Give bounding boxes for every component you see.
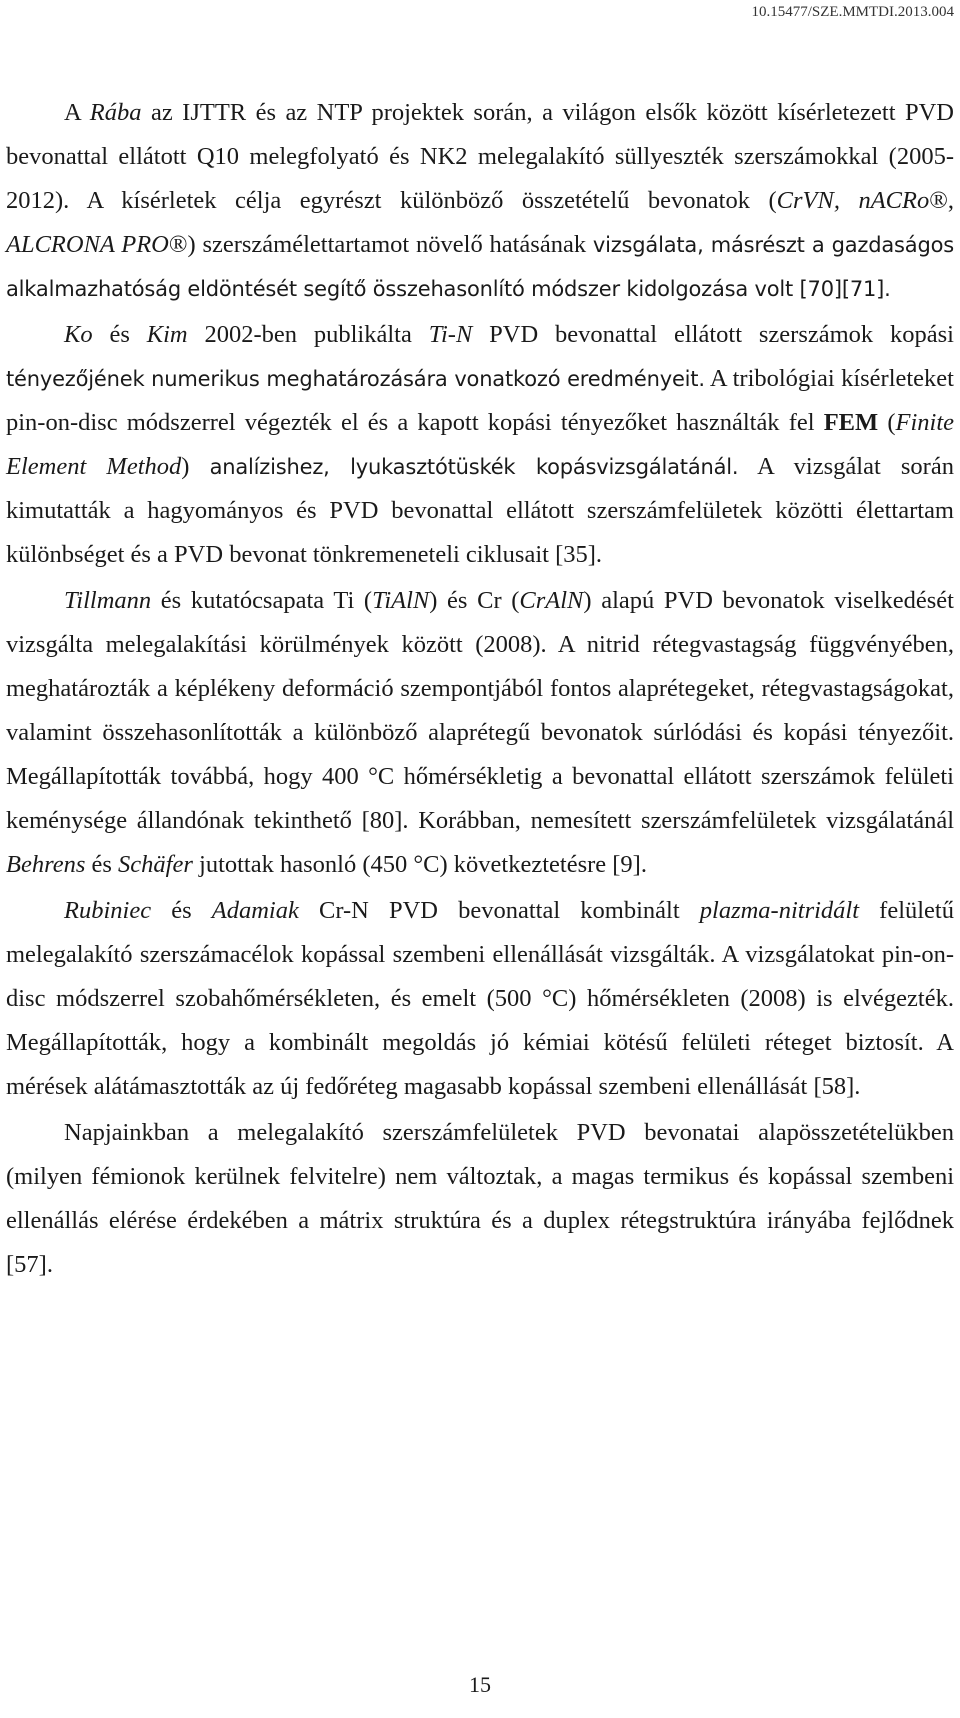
text-run: Behrens (6, 851, 86, 878)
text-run: analízishez, lyukasztótüskék kopásvizsgálatánál. (209, 455, 739, 479)
text-run: FEM (823, 409, 879, 436)
text-run: Napjainkban a melegalakító szerszámfelületek PVD bevonatai alapösszetételükben (milyen fémionok kerülnek felvitelre) nem változtak, a magas termikus és kopással szembeni ellenállás elérése érdekében a mátrix struktúra és a duplex rétegstruktúra irányába fejlődnek [57]. (6, 1119, 954, 1278)
text-run: A tribológiai kísérleteket pin-on-disc módszerrel végezték el és a kapott kopási tényezőket használták fel (6, 365, 954, 436)
text-run: Kim (146, 321, 188, 348)
text-run: és (92, 321, 147, 348)
text-run: és kutatócsapata Ti ( (151, 587, 373, 614)
paragraph-napjainkban (6, 1111, 954, 1287)
text-run: Cr-N PVD bevonattal kombinált (298, 897, 700, 924)
page-number: 15 (469, 1672, 491, 1697)
text-run: Adamiak (211, 897, 299, 924)
text-run: Ko (64, 321, 93, 348)
text-run: CrVN, nACRo (776, 187, 930, 214)
doi-header: 10.15477/SZE.MMTDI.2013.004 (751, 4, 954, 20)
text-run: Rubiniec (64, 897, 152, 924)
text-run: A vizsgálat során kimutatták a hagyományos és PVD bevonattal ellátott szerszámfelületek közötti élettartam különbséget és a PVD bevonat tönkremeneteli ciklusait [35]. (6, 453, 954, 568)
text-run: A (64, 99, 90, 126)
text-run: és (151, 897, 212, 924)
text-run: ®, (929, 187, 954, 214)
text-run: jutottak hasonló (450 °C) következtetésre [9]. (192, 851, 647, 878)
paragraph-raba (6, 91, 954, 311)
text-run: PVD bevonattal ellátott szerszámok kopási (472, 321, 954, 348)
text-run: Finite Element Method (6, 409, 954, 480)
text-run: Rába (89, 99, 142, 126)
text-run: CrAlN (519, 587, 584, 614)
text-run: az IJTTR és az NTP projektek során, a világon elsők között kísérletezett PVD bevonattal ellátott Q10 melegfolyató és NK2 melegalakító süllyeszték szerszámokkal (2005-2012). A kísérletek célja egyrészt különböző összetételű bevonatok ( (6, 99, 954, 214)
text-run: ) (181, 453, 210, 480)
text-run: Schäfer (118, 851, 193, 878)
text-run: TiAlN (372, 587, 430, 614)
text-run: ) és Cr ( (429, 587, 520, 614)
document-body (6, 91, 954, 1287)
text-run: ALCRONA PRO (6, 231, 169, 258)
text-run: Tillmann (64, 587, 152, 614)
paragraph-ko-kim (6, 313, 954, 577)
paragraph-tillmann (6, 579, 954, 887)
text-run: plazma-nitridált (699, 897, 860, 924)
text-run: vizsgálata, másrészt a gazdaságos alkalmazhatóság eldöntését segítő összehasonlító módszer kidolgozása volt [70][71]. (6, 233, 954, 301)
text-run: 2002-ben publikálta (187, 321, 429, 348)
text-run: felületű melegalakító szerszámacélok kopással szembeni ellenállását vizsgálták. A vizsgálatokat pin-on-disc módszerrel szobahőmérsékleten, és emelt (500 °C) hőmérsékleten (2008) is elvégezték. Megállapították, hogy a kombinált megoldás jó kémiai kötésű felületi réteget biztosít. A mérések alátámasztották az új fedőréteg magasabb kopással szembeni ellenállását [58]. (6, 897, 954, 1100)
text-run: ®) szerszámélettartamot növelő hatásának (168, 231, 593, 258)
text-run: Ti-N (428, 321, 473, 348)
text-run: tényezőjének numerikus meghatározására vonatkozó eredményeit. (6, 367, 705, 391)
text-run: ( (878, 409, 896, 436)
paragraph-rubiniec (6, 889, 954, 1109)
text-run: ) alapú PVD bevonatok viselkedését vizsgálta melegalakítási körülmények között (2008). A nitrid rétegvastagság függvényében, meghatározták a képlékeny deformáció szempontjából fontos alaprétegeket, rétegvastagságokat, valamint összehasonlították a különböző alaprétegű bevonatok súrlódási és kopási tényezőit. Megállapították továbbá, hogy 400 °C hőmérsékletig a bevonattal ellátott szerszámok felületi keménysége állandónak tekinthető [80]. Korábban, nemesített szerszámfelületek vizsgálatánál (6, 587, 954, 834)
text-run: és (85, 851, 119, 878)
